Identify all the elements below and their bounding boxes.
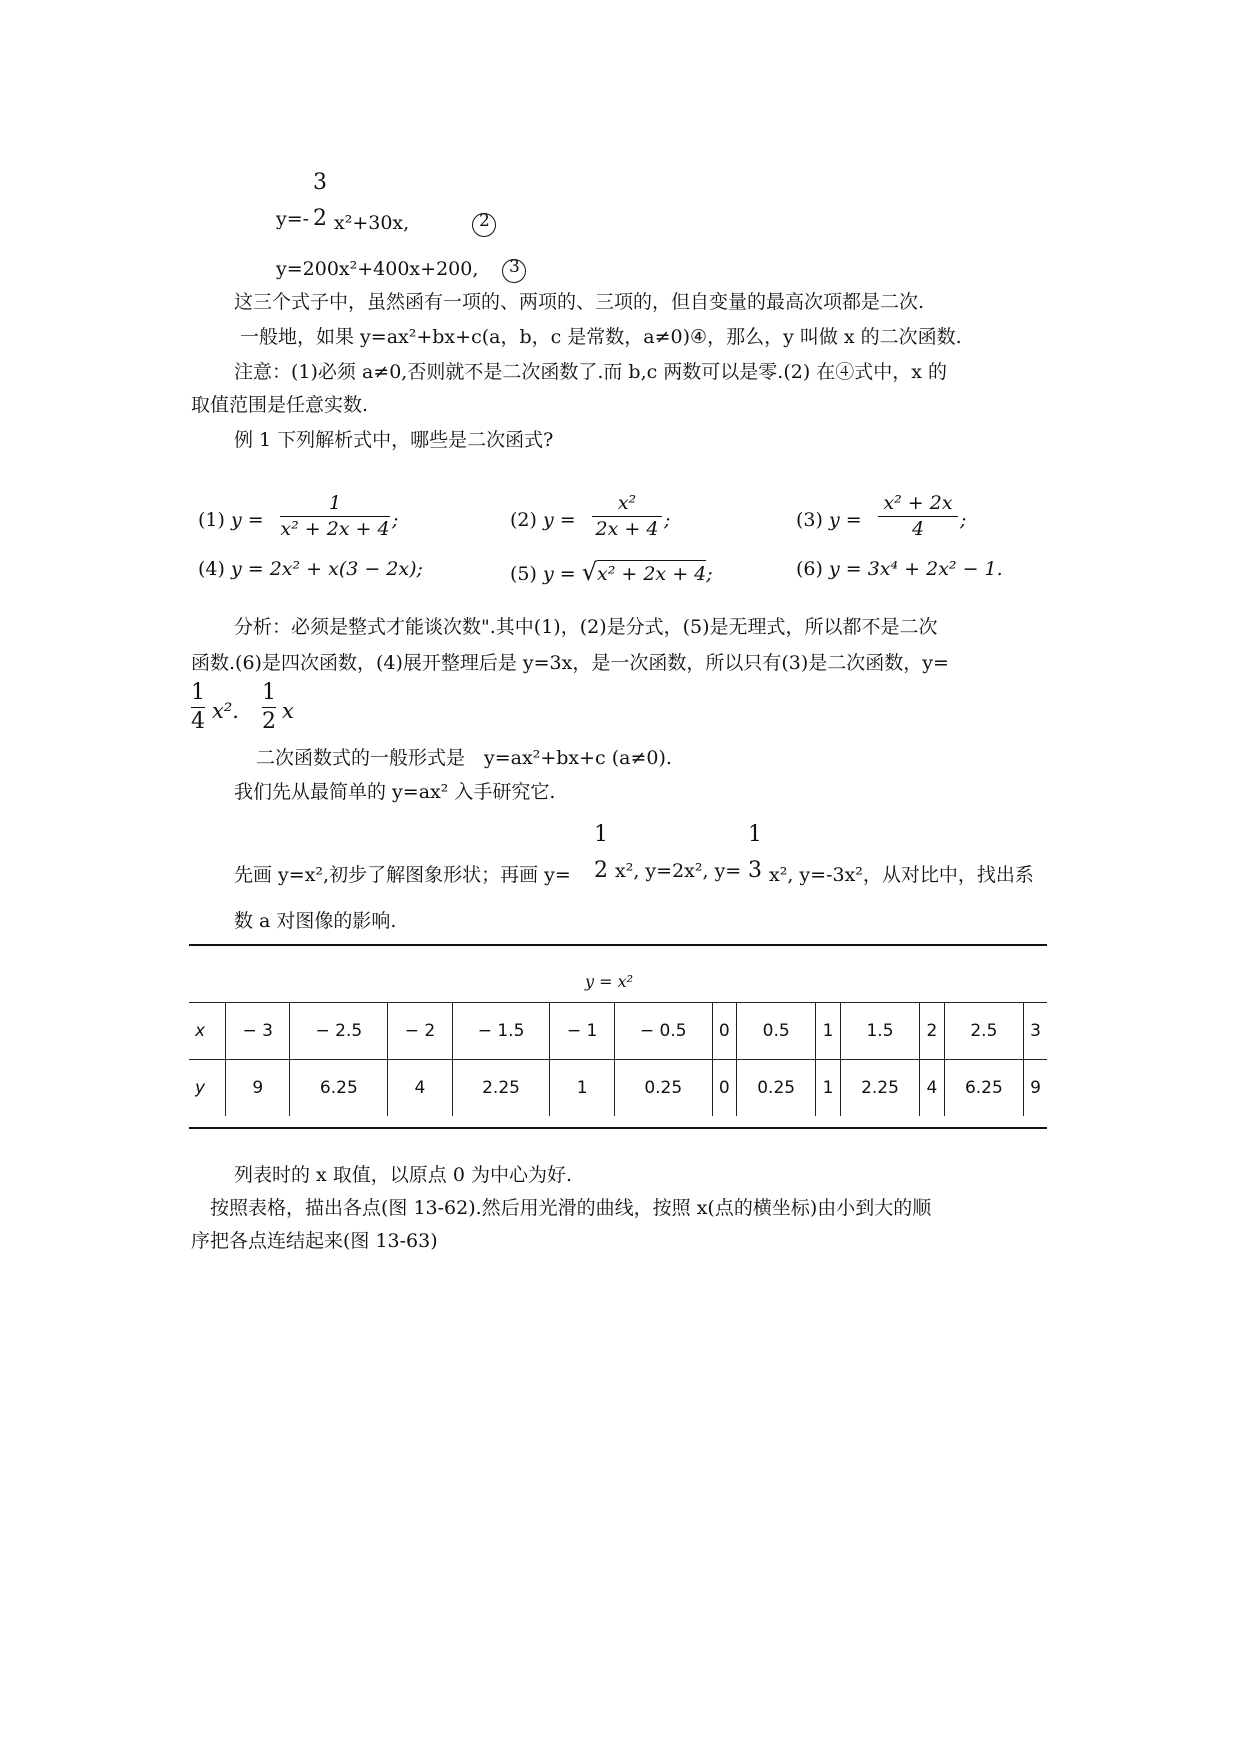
table-cell-y: 1	[816, 1060, 840, 1117]
option-6	[796, 558, 1003, 580]
option-3-label: (3)	[796, 509, 823, 531]
analysis-fraction-1	[191, 682, 205, 733]
option-2	[510, 509, 576, 531]
table-row-y	[189, 1060, 1047, 1117]
table-y-label: y	[195, 1078, 206, 1098]
table-cell-x: 1.5	[840, 1003, 920, 1060]
table-cell-y: 4	[388, 1060, 452, 1117]
draw-pre: 先画 y=x²,初步了解图象形状；再画 y=	[234, 864, 571, 886]
analysis-line-1: 分析：必须是整式才能谈次数".其中(1)，(2)是分式，(5)是无理式，所以都不是二次	[234, 616, 938, 638]
analysis-f1-var: x².	[212, 699, 239, 723]
option-2-num: x²	[617, 492, 637, 514]
option-5-pre: y =	[542, 563, 576, 585]
paragraph-3a: 注意：(1)必须 a≠0,否则就不是二次函数了.而 b,c 两数可以是零.(2) 在④式中，x 的	[234, 361, 948, 383]
after-line-2: 按照表格，描出各点(图 13-62).然后用光滑的曲线，按照 x(点的横坐标)由小到大的顺	[210, 1197, 932, 1219]
analysis-line-2: 函数.(6)是四次函数，(4)展开整理后是 y=3x，是一次函数，所以只有(3)是二次函数，y=	[191, 652, 949, 674]
option-3-pre: y =	[828, 509, 862, 531]
draw-fraction-2	[748, 824, 762, 882]
table-cell-y: 9	[1024, 1060, 1047, 1117]
eq2-marker: 2	[472, 210, 496, 237]
paragraph-1: 这三个式子中，虽然函有一项的、两项的、三项的，但自变量的最高次项都是二次.	[234, 291, 925, 313]
option-6-label: (6)	[796, 558, 823, 580]
analysis-f1-num: 1	[191, 680, 205, 705]
table-cell-y: 2.25	[452, 1060, 550, 1117]
table-cell-x: − 3	[226, 1003, 290, 1060]
option-6-expr: y = 3x⁴ + 2x² − 1.	[828, 558, 1003, 580]
paragraph-2: 一般地，如果 y=ax²+bx+c(a，b，c 是常数，a≠0)④，那么，y 叫做 x 的二次函数.	[240, 326, 962, 348]
option-3-den: 4	[911, 518, 925, 540]
table-top-rule	[189, 944, 1047, 946]
table-cell-y: 4	[920, 1060, 944, 1117]
draw-f1-num: 1	[594, 822, 608, 847]
eq2-fraction	[313, 172, 327, 230]
option-1-num: 1	[328, 492, 342, 514]
eq2-rhs	[334, 212, 409, 234]
table-cell-x: 2	[920, 1003, 944, 1060]
option-5-radicand: x² + 2x + 4	[597, 560, 706, 585]
table-cell-y: 1	[550, 1060, 614, 1117]
table-cell-y: 6.25	[944, 1060, 1024, 1117]
option-1-post: ;	[392, 509, 399, 531]
option-5	[510, 558, 713, 586]
eq2-rhs-text: x²+30x,	[334, 212, 410, 234]
table-cell-y: 2.25	[840, 1060, 920, 1117]
table-cell-y: 0	[712, 1060, 736, 1117]
equation-3	[276, 258, 478, 280]
option-1-label: (1)	[198, 509, 225, 531]
table-cell-x: − 0.5	[614, 1003, 712, 1060]
option-2-pre: y =	[542, 509, 576, 531]
table-cell-y: 6.25	[290, 1060, 388, 1117]
analysis-f1-den: 4	[191, 709, 205, 734]
draw-f1-den: 2	[594, 858, 608, 883]
after-line-1: 列表时的 x 取值，以原点 0 为中心为好.	[234, 1164, 573, 1186]
sqrt-icon: √	[581, 558, 598, 586]
eq2-denominator: 2	[313, 206, 327, 231]
simplest-form: 我们先从最简单的 y=ax² 入手研究它.	[234, 781, 556, 803]
option-3-num: x² + 2x	[883, 492, 953, 514]
option-1	[198, 509, 264, 531]
draw-f2-den: 3	[748, 858, 762, 883]
table-cell-x: 1	[816, 1003, 840, 1060]
option-5-post: ;	[706, 563, 713, 585]
draw-post: x², y=-3x²，从对比中，找出系	[769, 864, 1034, 886]
option-4	[198, 558, 423, 580]
xy-table	[189, 1002, 1047, 1116]
table-cell-y: 0.25	[614, 1060, 712, 1117]
table-cell-y: 9	[226, 1060, 290, 1117]
option-4-label: (4)	[198, 558, 225, 580]
table-row-x	[189, 1003, 1047, 1060]
option-3-fraction	[878, 494, 958, 539]
table-cell-x: 0.5	[736, 1003, 816, 1060]
table-x-label: x	[189, 1003, 226, 1060]
analysis-f2-var: x	[282, 699, 294, 723]
option-2-post: ;	[664, 509, 671, 531]
table-cell-x: − 2	[388, 1003, 452, 1060]
option-1-fraction	[280, 494, 390, 539]
eq2-numerator: 3	[313, 170, 327, 195]
option-3-post: ;	[960, 509, 967, 531]
option-4-expr: y = 2x² + x(3 − 2x);	[230, 558, 423, 580]
option-2-fraction	[592, 494, 662, 539]
eq2-lhs: y=-	[276, 208, 310, 230]
equation-2	[276, 208, 309, 230]
table-cell-x: − 2.5	[290, 1003, 388, 1060]
option-3	[796, 509, 862, 531]
table-cell-x: 3	[1024, 1003, 1047, 1060]
draw-line-2: 数 a 对图像的影响.	[234, 910, 397, 932]
draw-fraction-1	[594, 824, 608, 882]
option-2-label: (2)	[510, 509, 537, 531]
option-1-den: x² + 2x + 4	[280, 518, 390, 540]
table-cell-x: − 1.5	[452, 1003, 550, 1060]
analysis-f2-den: 2	[262, 709, 276, 734]
option-1-pre: y =	[230, 509, 264, 531]
option-5-label: (5)	[510, 563, 537, 585]
analysis-fraction-2	[262, 682, 276, 733]
after-line-3: 序把各点连结起来(图 13-63)	[191, 1230, 438, 1252]
table-cell-y: 0.25	[736, 1060, 816, 1117]
paragraph-3b: 取值范围是任意实数.	[191, 394, 369, 416]
table-cell-x: 2.5	[944, 1003, 1024, 1060]
example-1: 例 1 下列解析式中，哪些是二次函式?	[234, 429, 554, 451]
draw-mid: x², y=2x², y=	[615, 860, 742, 882]
general-form: 二次函数式的一般形式是 y=ax²+bx+c (a≠0).	[256, 747, 672, 769]
option-2-den: 2x + 4	[595, 518, 659, 540]
table-cell-x: 0	[712, 1003, 736, 1060]
table-bottom-rule	[189, 1127, 1047, 1129]
eq3-marker: 3	[502, 256, 526, 283]
draw-f2-num: 1	[748, 822, 762, 847]
draw-line	[234, 860, 571, 887]
eq3-text: y=200x²+400x+200,	[276, 258, 479, 280]
analysis-f2-num: 1	[262, 680, 276, 705]
table-cell-x: − 1	[550, 1003, 614, 1060]
table-title: y = x²	[585, 972, 634, 991]
